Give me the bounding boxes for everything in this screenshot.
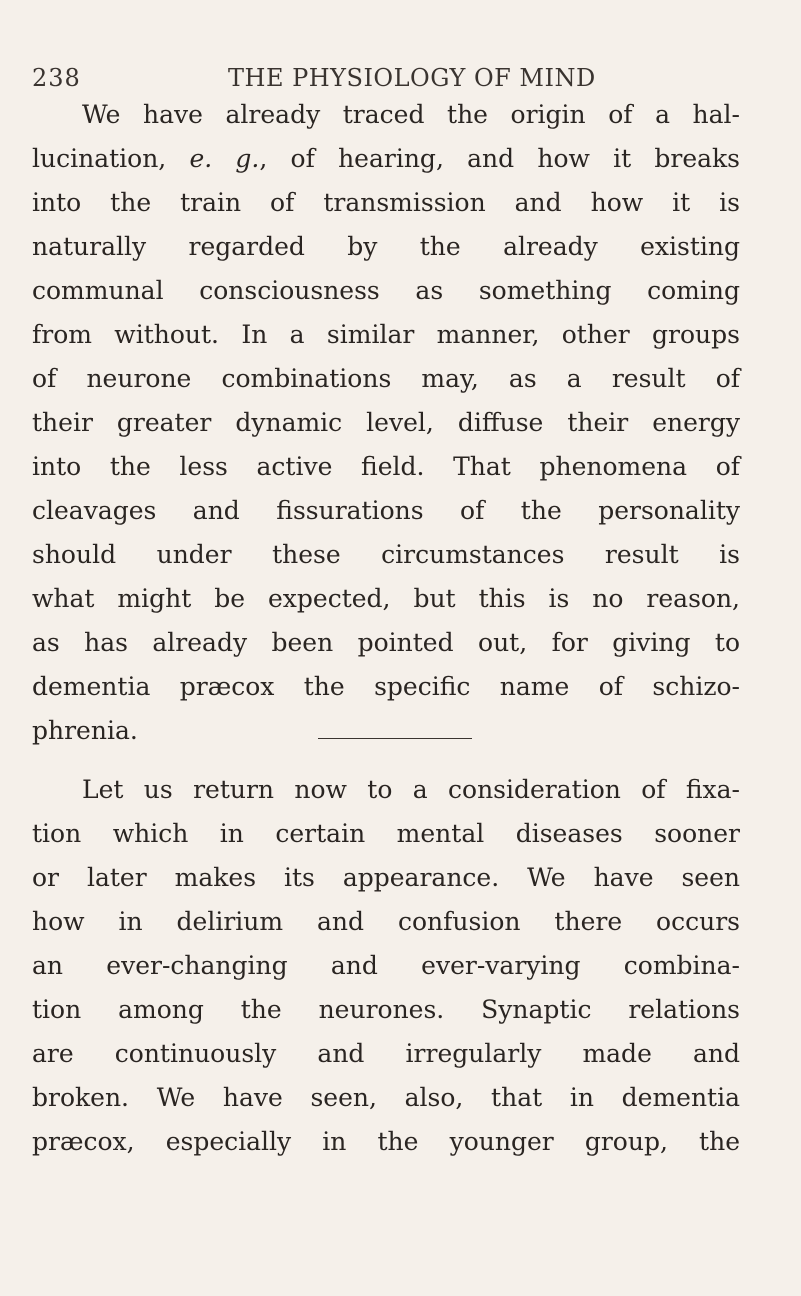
text-line: phrenia. — [32, 716, 138, 745]
text-line: præcox, especially in the younger group, the — [32, 1127, 740, 1156]
text-line: cleavages and fissurations of the personality — [32, 496, 740, 525]
text-line: how in delirium and confusion there occurs — [32, 907, 740, 936]
text-line: what might be expected, but this is no reason, — [32, 584, 740, 613]
text-line: should under these circumstances result is — [32, 540, 740, 569]
text-run: , of hearing, and how it breaks — [259, 144, 741, 173]
text-line: their greater dynamic level, diffuse their energy — [32, 408, 740, 437]
text-line: as has already been pointed out, for giving to — [32, 628, 740, 657]
page-number: 238 — [32, 64, 81, 92]
text-line: Let us return now to a consideration of fixa- — [82, 775, 740, 804]
section-divider — [318, 738, 472, 739]
text-line: of neurone combinations may, as a result of — [32, 364, 740, 393]
text-line: broken. We have seen, also, that in dementia — [32, 1083, 740, 1112]
text-line: an ever-changing and ever-varying combina- — [32, 951, 740, 980]
text-line: naturally regarded by the already existing — [32, 232, 740, 261]
text-line: into the train of transmission and how it is — [32, 188, 740, 217]
paragraph-2 — [32, 768, 740, 1164]
text-line: communal consciousness as something coming — [32, 276, 740, 305]
text-line: are continuously and irregularly made and — [32, 1039, 740, 1068]
paragraph-1 — [32, 93, 740, 753]
text-line: into the less active field. That phenomena of — [32, 452, 740, 481]
text-run: lucination, — [32, 144, 190, 173]
text-line: tion among the neurones. Synaptic relations — [32, 995, 740, 1024]
text-line: We have already traced the origin of a hal- — [82, 100, 740, 129]
running-title: THE PHYSIOLOGY OF MIND — [228, 64, 596, 92]
text-line — [32, 137, 740, 181]
text-line: from without. In a similar manner, other groups — [32, 320, 740, 349]
text-line: or later makes its appearance. We have seen — [32, 863, 740, 892]
text-line: tion which in certain mental diseases sooner — [32, 819, 740, 848]
text-line: dementia præcox the specific name of schizo- — [32, 672, 740, 701]
italic-abbreviation: e. g. — [189, 144, 260, 173]
